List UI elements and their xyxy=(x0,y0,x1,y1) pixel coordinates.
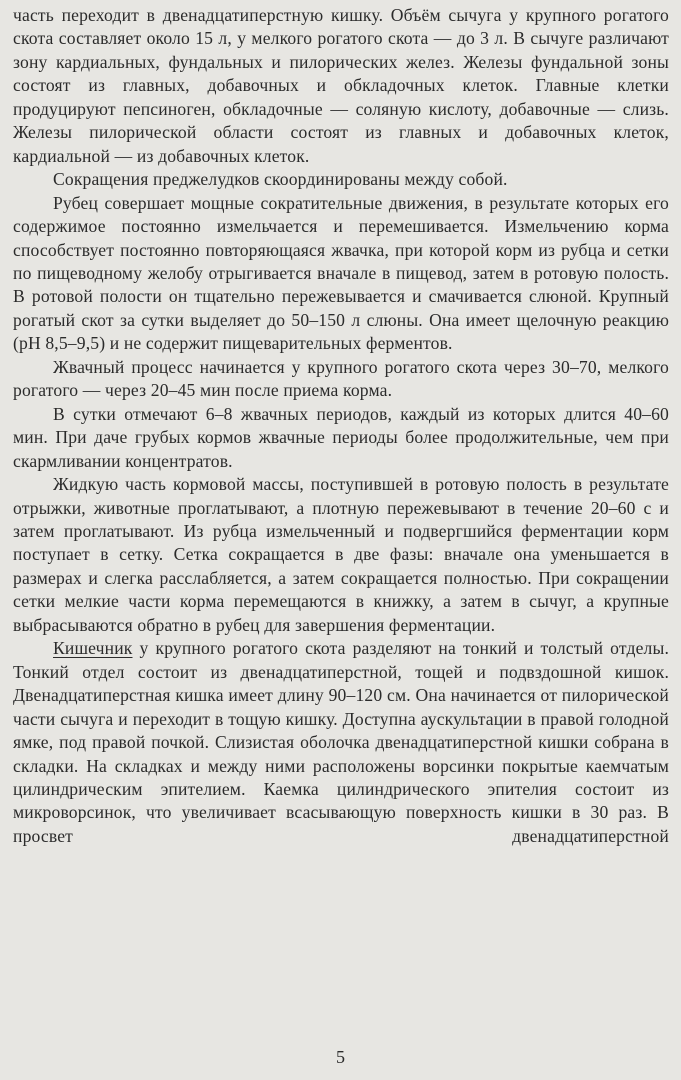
term-intestine: Кишечник xyxy=(53,638,133,659)
paragraph-rumination-start: Жвачный процесс начинается у крупного рогатого скота через 30–70, мелкого рогатого — через 20–45 мин после приема корма. xyxy=(13,356,669,401)
paragraph-rumination-periods: В сутки отмечают 6–8 жвачных периодов, каждый из которых длится 40–60 мин. При даче грубых кормов жвачные периоды более продолжительные, чем при скармливании концентратов. xyxy=(13,403,669,471)
paragraph-abomasum: часть переходит в двенадцатиперстную кишку. Объём сычуга у крупного рогатого скота составляет около 15 л, у мелкого рогатого скота — до 3 л. В сычуге различают зону кардиальных, фундальных и пилорических желез. Железы фундальной зоны состоят из главных, добавочных и обкладочных клеток. Главные клетки продуцируют пепсиноген, обкладочные — соляную кислоту, добавочные — слизь. Железы пилорической области состоят из главных и добавочных клеток, кардиальной — из добавочных клеток. xyxy=(13,5,669,166)
paragraph-intestine xyxy=(13,637,669,848)
body-text xyxy=(13,4,669,848)
paragraph-forestomach-coordination: Сокращения преджелудков скоординированы между собой. xyxy=(53,169,508,190)
paragraph-intestine-text: у крупного рогатого скота разделяют на тонкий и толстый отделы. Тонкий отдел состоит из двенадцатиперстной, тощей и подвздошной кишок. Двенадцатиперстная кишка имеет длину 90–120 см. Она начинается от пилорической части сычуга и переходит в тощую кишку. Доступна аускультации в правой голодной ямке, под правой почкой. Слизистая оболочка двенадцатиперстной кишки собрана в складки. На складках и между ними расположены ворсинки покрытые каемчатым цилиндрическим эпителием. Каемка цилиндрического эпителия состоит из микроворсинок, что увеличивает всасывающую поверхность кишки в 30 раз. В просвет двенадцатиперстной xyxy=(13,638,669,846)
paragraph-rumen: Рубец совершает мощные сократительные движения, в результате которых его содержимое постоянно измельчается и перемешивается. Измельчению корма способствует постоянно повторяющаяся жвачка, при которой корм из рубца и сетки по пищеводному желобу отрыгивается вначале в пищевод, затем в ротовую полость. В ротовой полости он тщательно пережевывается и смачивается слюной. Крупный рогатый скот за сутки выделяет до 50–150 л слюны. Она имеет щелочную реакцию (рН 8,5–9,5) и не содержит пищеварительных ферментов. xyxy=(13,192,669,354)
paragraph-reticulum: Жидкую часть кормовой массы, поступившей в ротовую полость в результате отрыжки, животные проглатывают, а плотную пережевывают в течение 20–60 с и затем проглатывают. Из рубца измельченный и подвергшийся ферментации корм поступает в сетку. Сетка сокращается в две фазы: вначале она уменьшается в размерах и слегка расслабляется, а затем сокращается полностью. При сокращении сетки мелкие части корма перемещаются в книжку, а затем в сычуг, а крупные выбрасываются обратно в рубец для завершения ферментации. xyxy=(13,474,669,635)
page-number: 5 xyxy=(336,1047,345,1067)
